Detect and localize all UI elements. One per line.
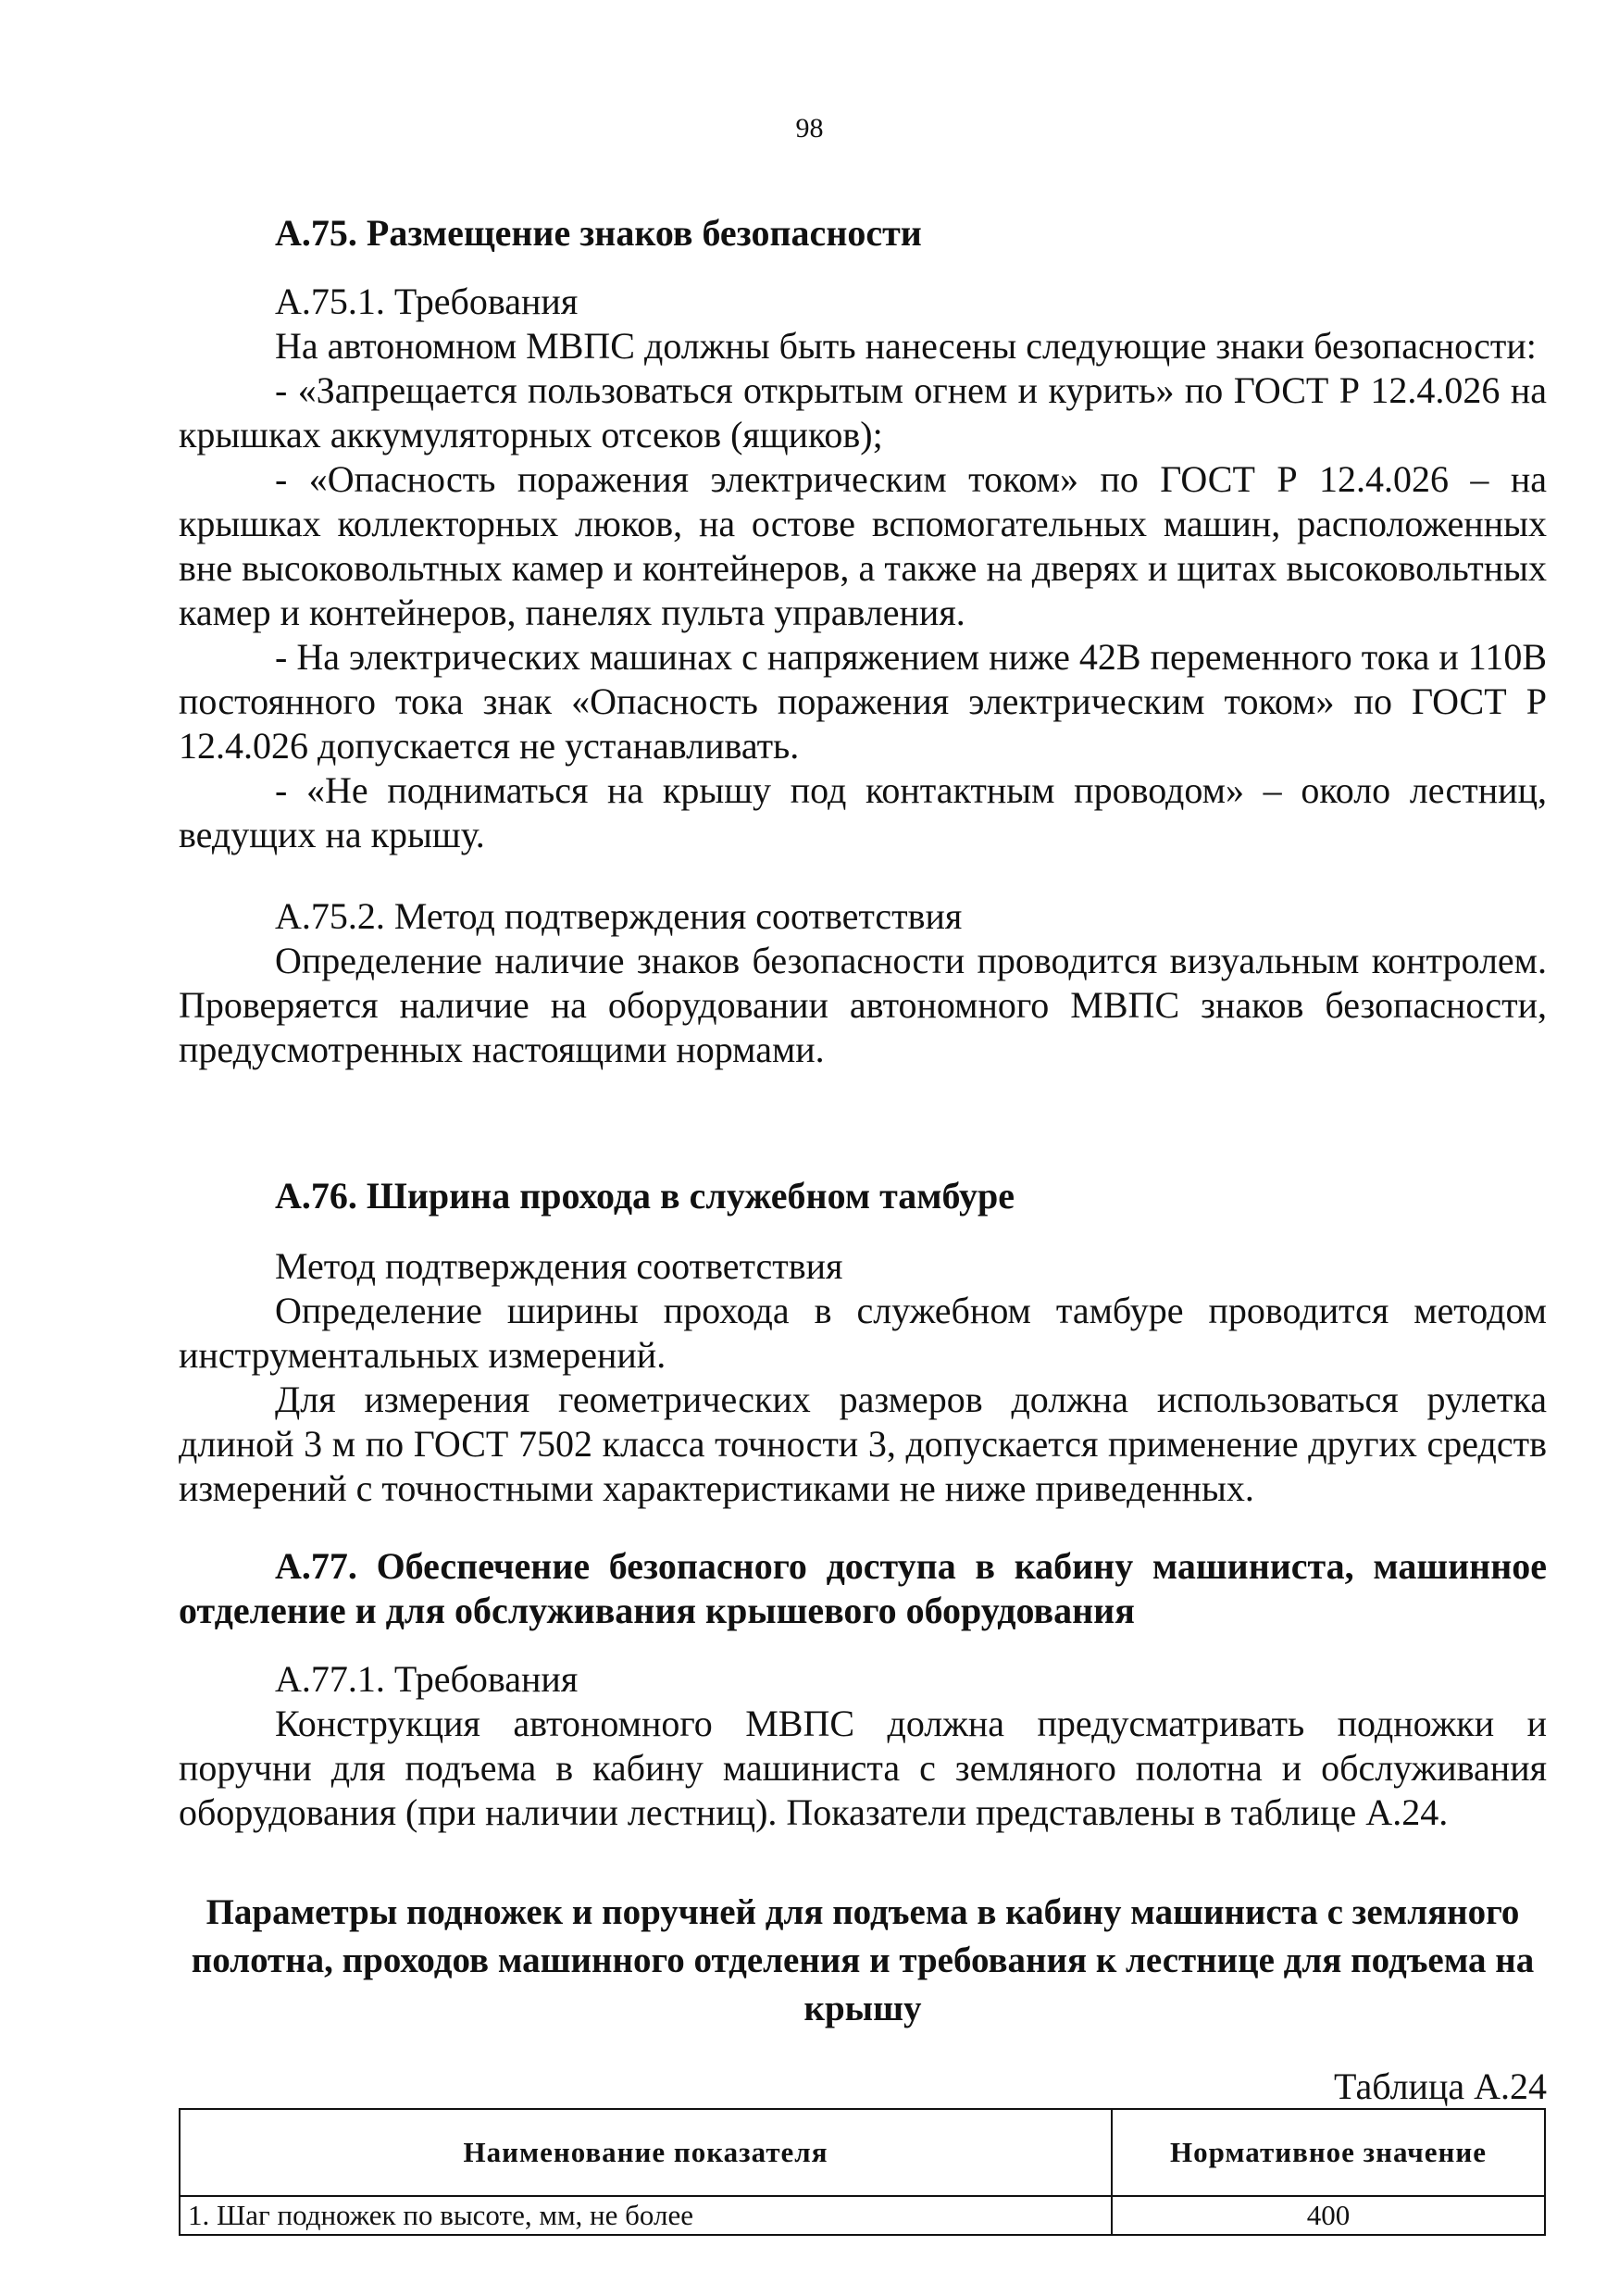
paragraph: - На электрических машинах с напряжением ниже 42В переменного тока и 110В постоянного тока знак «Опасность поражения электрическим током» по ГОСТ Р 12.4.026 допускается не устанавливать. [179,636,1547,767]
table-cell: 400 [1112,2196,1545,2235]
section-heading: А.77. Обеспечение безопасного доступа в кабину машиниста, машинное отделение и для обслуживания крышевого оборудования [179,1545,1547,1631]
paragraph: - «Запрещается пользоваться открытым огнем и курить» по ГОСТ Р 12.4.026 на крышках аккумуляторных отсеков (ящиков); [179,369,1547,455]
subsection-title: Метод подтверждения соответствия [275,1245,843,1287]
page-number: 98 [795,113,824,144]
section-heading: А.76. Ширина прохода в служебном тамбуре [275,1175,1015,1217]
paragraph: Для измерения геометрических размеров должна использоваться рулетка длиной 3 м по ГОСТ 7502 класса точности 3, допускается применение других средств измерений с точностными характеристиками не ниже приведенных. [179,1379,1547,1509]
paragraph: - «Опасность поражения электрическим током» по ГОСТ Р 12.4.026 – на крышках коллекторных люков, на остове вспомогательных машин, расположенных вне высоковольтных камер и контейнеров, а также на дверях и щитах высоковольтных камер и контейнеров, панелях пульта управления. [179,458,1547,633]
section-heading: А.75. Размещение знаков безопасности [275,212,922,254]
table-header-cell: Наименование показателя [180,2109,1112,2196]
paragraph: Определение наличие знаков безопасности проводится визуальным контролем. Проверяется наличие на оборудовании автономного МВПС знаков безопасности, предусмотренных настоящими нормами. [179,940,1547,1070]
table-header-row [180,2109,1545,2196]
table-cell: 1. Шаг подножек по высоте, мм, не более [180,2196,1112,2235]
section-a76 [179,1174,1547,1511]
paragraph: Определение ширины прохода в служебном тамбуре проводится методом инструментальных измерений. [179,1290,1547,1376]
subsection-title: А.75.1. Требования [275,281,579,322]
section-a75 [179,211,1547,1072]
subsection-title: А.75.2. Метод подтверждения соответствия [275,895,963,937]
table-header-cell: Нормативное значение [1112,2109,1545,2196]
table-caption: Параметры подножек и поручней для подъема в кабину машиниста с земляного полотна, проходов машинного отделения и требования к лестнице для подъема на крышу [191,1892,1535,2028]
subsection-title: А.77.1. Требования [275,1658,579,1700]
section-a77 [179,1544,1547,1835]
paragraph: На автономном МВПС должны быть нанесены следующие знаки безопасности: [275,325,1537,367]
paragraph: Конструкция автономного МВПС должна предусматривать подножки и поручни для подъема в кабину машиниста с земляного полотна и обслуживания оборудования (при наличии лестниц). Показатели представлены в таблице А.24. [179,1703,1547,1833]
paragraph: - «Не подниматься на крышу под контактным проводом» – около лестниц, ведущих на крышу. [179,769,1547,855]
parameters-table [179,2108,1546,2236]
table-label: Таблица А.24 [1334,2065,1547,2107]
table-row [180,2196,1545,2235]
